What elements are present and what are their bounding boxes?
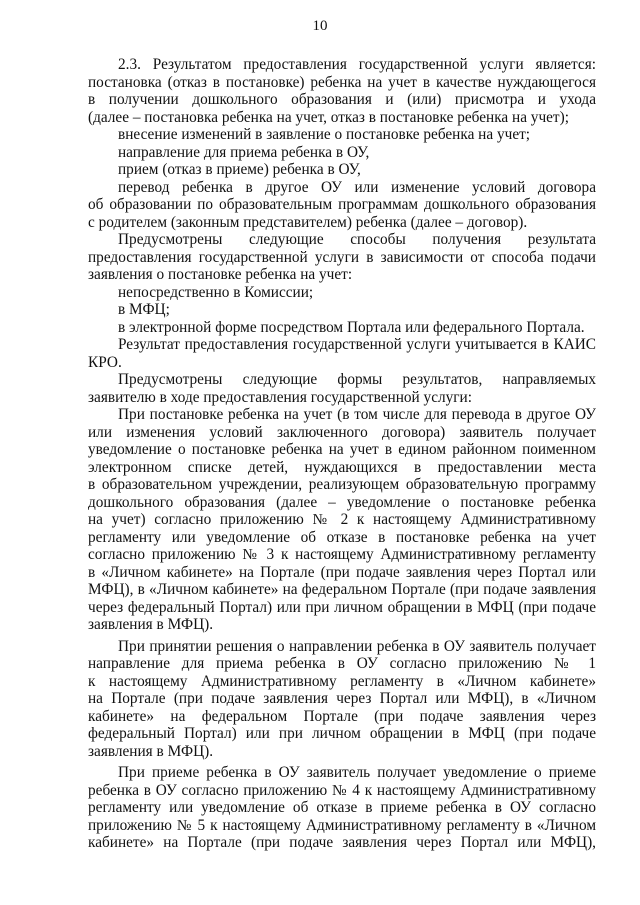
text-line: в электронной форме посредством Портала или федерального Портала. <box>118 318 585 336</box>
text-line: согласно приложению № 3 к настоящему Административному регламенту <box>88 546 596 563</box>
text-line: федеральный Портал) или при личном обращении в МФЦ (при подаче <box>88 725 596 742</box>
text-line: электронном списке детей, нуждающихся в предоставлении места <box>88 458 596 476</box>
text-line: на учет) согласно приложению № 2 к настоящему Административному <box>88 511 596 528</box>
text-line: в «Личном кабинете» на Портале (при подаче заявления через Портал или <box>88 563 596 581</box>
text-line: в образовательном учреждении, реализующем образовательную программу <box>88 476 596 493</box>
text-line: Предусмотрены следующие формы результатов, направляемых <box>118 371 596 388</box>
text-line: ребенка в ОУ согласно приложению № 4 к настоящему Административному <box>88 781 596 799</box>
text-line: заявителю в ходе предоставления государственной услуги: <box>88 388 472 406</box>
text-line: перевод ребенка в другое ОУ или изменение условий договора <box>118 178 596 196</box>
text-line: постановка (отказ в постановке) ребенка на учет в качестве нуждающегося <box>88 73 596 91</box>
text-line: через федеральный Портал) или при личном обращении в МФЦ (при подаче <box>88 598 596 616</box>
text-line: прием (отказ в приеме) ребенка в ОУ, <box>118 161 361 178</box>
text-line: 2.3. Результатом предоставления государственной услуги является: <box>118 56 596 73</box>
text-line: Результат предоставления государственной услуги учитывается в КАИС <box>118 336 596 353</box>
text-line: направление для приема ребенка в ОУ, <box>118 143 370 161</box>
text-line: предоставления государственной услуги в зависимости от способа подачи <box>88 248 596 266</box>
text-line: в МФЦ; <box>118 301 170 318</box>
text-line: заявления в МФЦ). <box>88 742 214 760</box>
text-line: регламенту или уведомление об отказе в приеме ребенка в ОУ согласно <box>88 799 596 816</box>
text-line: заявления о постановке ребенка на учет: <box>88 266 353 283</box>
text-line: или изменения условий заключенного договора) заявитель получает <box>88 423 596 441</box>
text-line: При постановке ребенка на учет (в том числе для перевода в другое ОУ <box>118 406 596 423</box>
text-line: с родителем (законным представителем) ребенка (далее – договор). <box>88 213 528 231</box>
text-line: заявления в МФЦ). <box>88 616 214 633</box>
text-line: регламенту или уведомление об отказе в постановке ребенка на учет <box>88 528 596 546</box>
text-line: При приеме ребенка в ОУ заявитель получает уведомление о приеме <box>118 764 596 781</box>
text-line: в получении дошкольного образования и (или) присмотра и ухода <box>88 91 596 108</box>
text-line: дошкольного образования (далее – уведомление о постановке ребенка <box>88 493 596 511</box>
document-body <box>88 56 596 852</box>
text-line: внесение изменений в заявление о постановке ребенка на учет; <box>118 126 531 143</box>
text-line: уведомление о постановке ребенка на учет в едином районном поименном <box>88 441 596 458</box>
text-line: на Портале (при подаче заявления через Портал или МФЦ), в «Личном <box>88 690 596 707</box>
text-line: приложению № 5 к настоящему Административному регламенту в «Личном <box>88 816 596 834</box>
text-line: к настоящему Административному регламенту в «Личном кабинете» <box>88 672 596 690</box>
text-line: МФЦ), в «Личном кабинете» на федеральном Портале (при подаче заявления <box>88 581 596 598</box>
text-line: направление для приема ребенка в ОУ согласно приложению № 1 <box>88 655 596 672</box>
text-line: КРО. <box>88 353 122 371</box>
text-line: непосредственно в Комиссии; <box>118 283 314 301</box>
text-line: Предусмотрены следующие способы получения результата <box>118 231 596 248</box>
text-line: об образовании по образовательным программам дошкольного образования <box>88 196 596 213</box>
text-line: (далее – постановка ребенка на учет, отказ в постановке ребенка на учет); <box>88 108 569 126</box>
text-line: При принятии решения о направлении ребенка в ОУ заявитель получает <box>118 637 596 655</box>
text-line: кабинете» на федеральном Портале (при подаче заявления через <box>88 707 596 725</box>
text-line: кабинете» на Портале (при подаче заявления через Портал или МФЦ), <box>88 834 596 851</box>
page-number: 10 <box>312 18 328 34</box>
